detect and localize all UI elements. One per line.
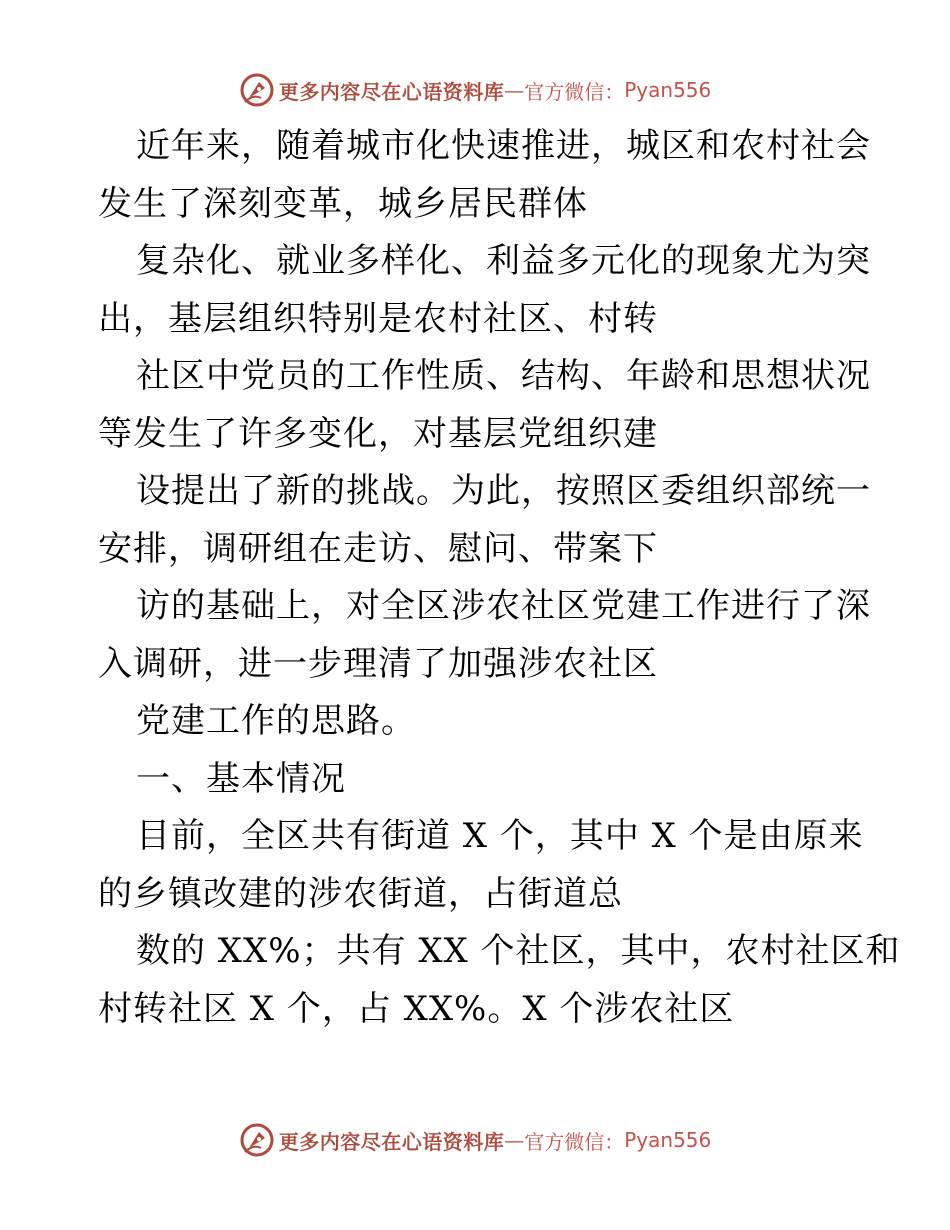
watermark-text: 更多内容尽在心语资料库 (278, 1129, 505, 1154)
body-line: 出，基层组织特别是农村社区、村转 (98, 298, 658, 339)
body-line: 社区中党员的工作性质、结构、年龄和思想状况 (136, 356, 871, 396)
wechat-id: Pyan556 (624, 78, 712, 102)
body-line: 安排，调研组在走访、慰问、带案下 (98, 528, 658, 569)
header-watermark (0, 70, 950, 110)
body-line: 等发生了许多变化，对基层党组织建 (98, 413, 658, 454)
section-heading: 一、基本情况 (136, 758, 346, 799)
wechat-label: 官方微信： (524, 79, 625, 104)
pen-nib-logo-icon (239, 72, 275, 108)
watermark-text: 更多内容尽在心语资料库 (278, 79, 505, 104)
body-line: 的乡镇改建的涉农街道，占街道总 (98, 873, 623, 914)
wechat-id: Pyan556 (624, 1128, 712, 1152)
body-line: 访的基础上，对全区涉农社区党建工作进行了深 (136, 586, 871, 626)
body-line: 党建工作的思路。 (136, 701, 416, 741)
watermark-dash: — (504, 1128, 525, 1152)
body-line: 设提出了新的挑战。为此，按照区委组织部统一 (136, 471, 871, 511)
body-line: 近年来，随着城市化快速推进，城区和农村社会 (136, 126, 871, 166)
watermark-dash: — (504, 78, 525, 102)
body-line: 目前，全区共有街道 X 个，其中 X 个是由原来 (136, 816, 864, 856)
pen-nib-logo-icon (239, 1122, 275, 1158)
body-line: 复杂化、就业多样化、利益多元化的现象尤为突 (136, 241, 871, 281)
body-line: 发生了深刻变革，城乡居民群体 (98, 183, 588, 224)
document-body (98, 118, 901, 1038)
body-line: 入调研，进一步理清了加强涉农社区 (98, 643, 658, 684)
footer-watermark (0, 1120, 950, 1160)
wechat-label: 官方微信： (524, 1129, 625, 1154)
body-line: 数的 XX%；共有 XX 个社区，其中，农村社区和 (136, 931, 901, 971)
body-line: 村转社区 X 个，占 XX%。X 个涉农社区 (98, 988, 735, 1029)
